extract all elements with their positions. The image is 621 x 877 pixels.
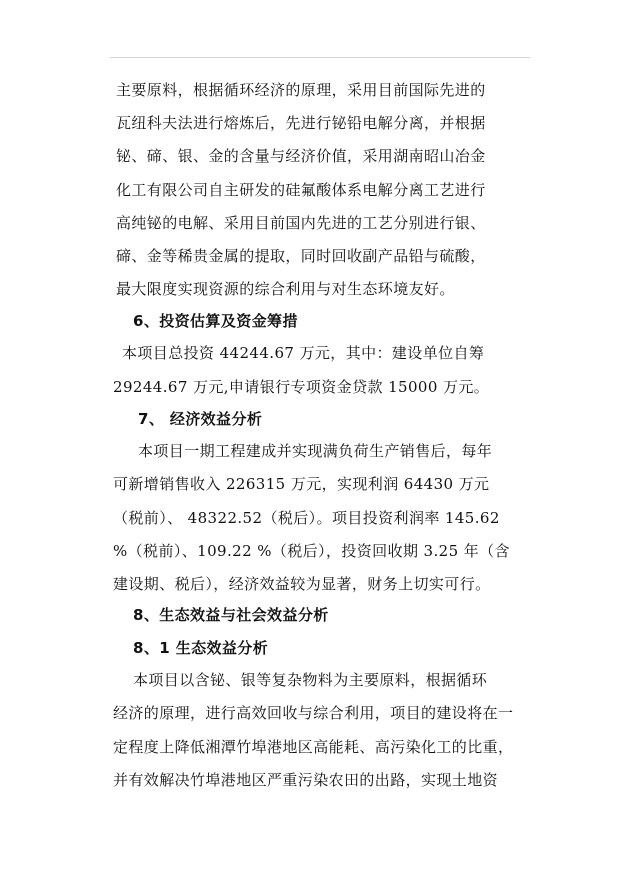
text-line: %（税前）、109.22 %（税后），投资回收期 3.25 年（含 bbox=[113, 542, 510, 560]
text-line: 主要原料，根据循环经济的原理，采用目前国际先进的 bbox=[116, 81, 486, 99]
text-line: 可新增销售收入 226315 万元，实现利润 64430 万元 bbox=[113, 475, 490, 493]
text-line: 本项目以含铋、银等复杂物料为主要原料，根据循环 bbox=[133, 671, 488, 689]
text-line: 并有效解决竹埠港地区严重污染农田的出路，实现土地资 bbox=[113, 771, 499, 789]
text-line: 建设期、税后），经济效益较为显著，财务上切实可行。 bbox=[113, 575, 491, 593]
text-line: 高纯铋的电解、采用目前国内先进的工艺分别进行银、 bbox=[116, 214, 486, 232]
section-heading-8-1: 8、1 生态效益分析 bbox=[133, 639, 269, 657]
text-line: 瓦纽科夫法进行熔炼后，先进行铋铅电解分离，并根据 bbox=[116, 114, 486, 132]
text-line: 本项目一期工程建成并实现满负荷生产销售后，每年 bbox=[138, 442, 493, 460]
section-heading-6: 6、投资估算及资金筹措 bbox=[133, 312, 298, 330]
section-heading-7: 7、 经济效益分析 bbox=[138, 410, 263, 428]
text-line: 本项目总投资 44244.67 万元，其中：建设单位自筹 bbox=[122, 344, 485, 362]
text-line: 化工有限公司自主研发的硅氟酸体系电解分离工艺进行 bbox=[116, 181, 486, 199]
text-line: 定程度上降低湘潭竹埠港地区高能耗、高污染化工的比重， bbox=[113, 738, 514, 756]
header-rule bbox=[110, 57, 530, 58]
text-line: 碲、金等稀贵金属的提取，同时回收副产品铅与硫酸， bbox=[116, 247, 486, 265]
section-heading-8: 8、生态效益与社会效益分析 bbox=[133, 606, 329, 624]
text-line: 铋、碲、银、金的含量与经济价值，采用湖南昭山冶金 bbox=[116, 147, 486, 165]
text-line: 29244.67 万元,申请银行专项资金贷款 15000 万元。 bbox=[113, 378, 490, 396]
text-line: 经济的原理，进行高效回收与综合利用，项目的建设将在一 bbox=[113, 704, 514, 722]
text-line: 最大限度实现资源的综合利用与对生态环境友好。 bbox=[116, 280, 455, 298]
text-line: （税前）、 48322.52（税后）。项目投资利润率 145.62 bbox=[113, 509, 500, 527]
